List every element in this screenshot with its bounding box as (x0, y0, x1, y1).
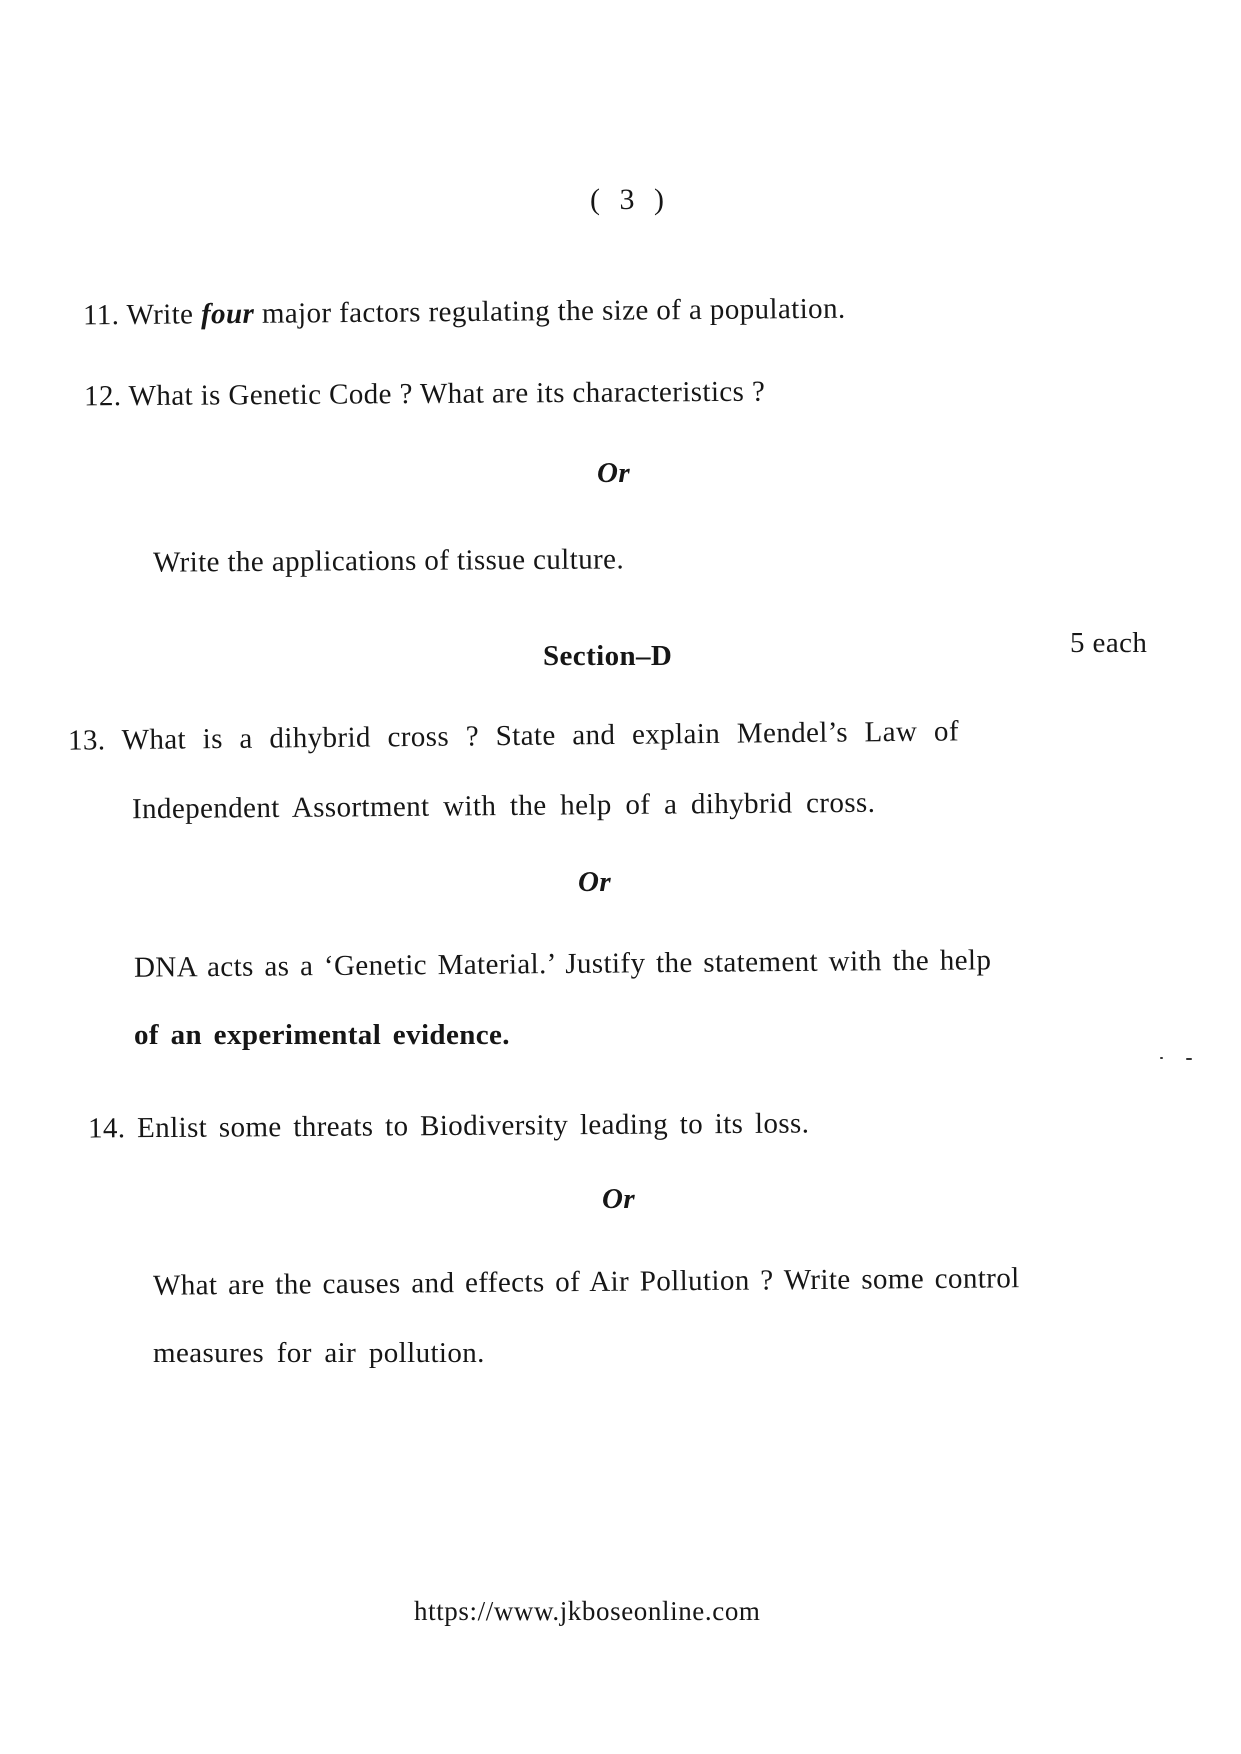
section-title: Section–D (543, 640, 673, 672)
question-text: What is a dihybrid cross ? State and explain Mendel’s Law of (121, 715, 960, 757)
question-14 (88, 1107, 810, 1145)
page-number: ( 3 ) (590, 183, 670, 216)
question-14-alternative-line-1: What are the causes and effects of Air Pollution ? Write some control (152, 1262, 1020, 1302)
question-14-alternative-line-2: measures for air pollution. (153, 1337, 485, 1369)
question-12 (84, 376, 765, 414)
question-text: Enlist some threats to Biodiversity leading to its loss. (137, 1107, 810, 1145)
question-number: 13. (67, 724, 106, 757)
or-separator: Or (602, 1183, 636, 1215)
question-13-alternative-line-1: DNA acts as a ‘Genetic Material.’ Justify the statement with the help (133, 944, 992, 984)
section-marks: 5 each (1070, 627, 1148, 659)
question-text: major factors regulating the size of a population. (261, 292, 846, 330)
scan-speck (1160, 1057, 1163, 1059)
question-number: 14. (87, 1112, 126, 1145)
question-text: Write (126, 298, 194, 331)
or-separator: Or (597, 457, 631, 489)
question-number: 11. (82, 299, 120, 332)
question-13-line-2: Independent Assortment with the help of a dihybrid cross. (131, 786, 876, 826)
question-13 (68, 715, 959, 757)
question-11 (83, 293, 846, 333)
question-text: What is Genetic Code ? What are its characteristics ? (128, 375, 766, 413)
emphasis-text: four (200, 297, 255, 331)
question-13-alternative-line-2: of an experimental evidence. (134, 1019, 510, 1051)
scan-speck (1186, 1058, 1192, 1060)
question-12-alternative: Write the applications of tissue culture. (152, 543, 625, 579)
question-number: 12. (83, 380, 122, 413)
footer-url: https://www.jkboseonline.com (414, 1596, 761, 1626)
or-separator: Or (578, 866, 612, 898)
